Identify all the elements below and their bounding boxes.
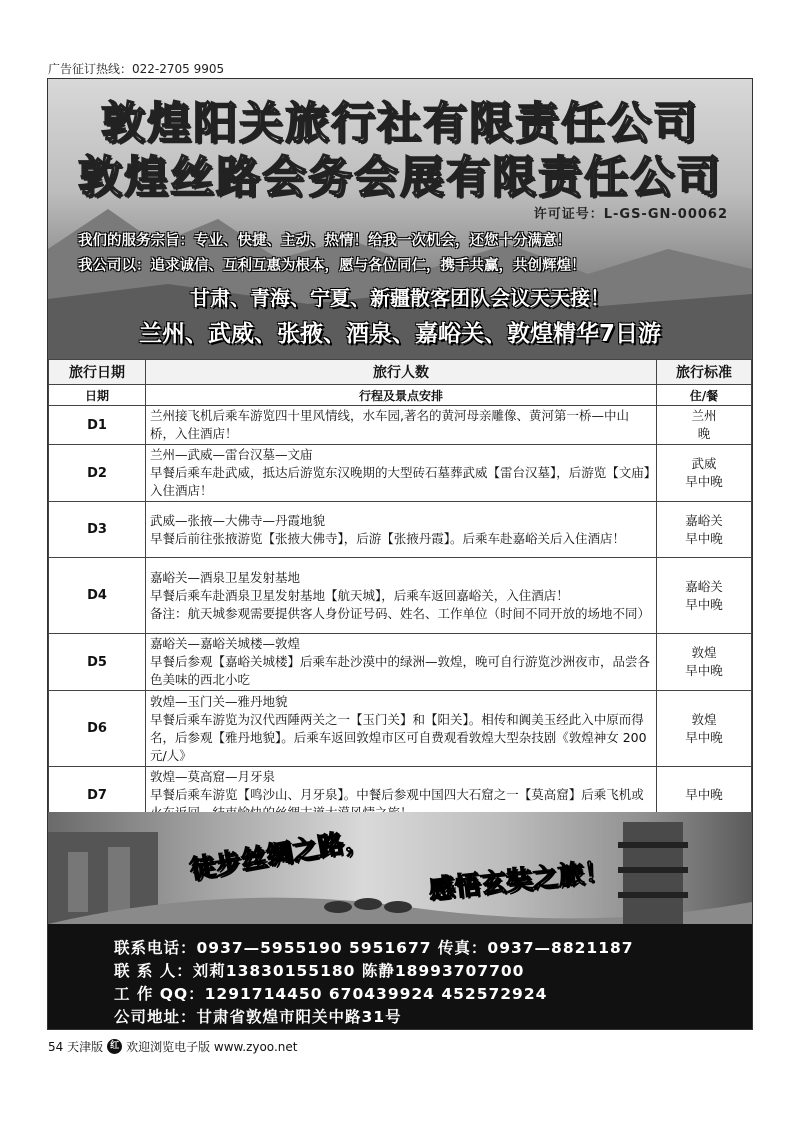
day-standard: [657, 634, 752, 691]
travel-ad: [47, 78, 753, 1030]
day-label: D7: [49, 767, 146, 824]
header-standard: 旅行标准: [657, 360, 752, 385]
table-row: [49, 634, 752, 691]
meals: 晚: [697, 426, 711, 441]
table-header: [49, 360, 752, 385]
day-desc: 敦煌—莫高窟—月牙泉 早餐后乘车游览【鸣沙山、月牙泉】。中餐后参观中国四大石窟之一【莫高窟】后乘飞机或: [146, 767, 657, 824]
meals: 早中晚: [685, 530, 723, 546]
license-number: 许可证号：L-GS-GN-00062: [533, 207, 728, 222]
table-row: [49, 502, 752, 558]
day-standard: [657, 445, 752, 502]
meals: 早中晚: [685, 474, 723, 489]
lodging: 敦煌: [691, 711, 717, 727]
day-desc: 武威—张掖—大佛寺—丹霞地貌 早餐后前往张掖游览【张掖大佛寺】，后游【张掖丹霞】。后乘车赴嘉峪关后入住酒店！: [146, 502, 657, 558]
service-slogan: 我们的服务宗旨：专业、快捷、主动、热情！给我一次机会，还您十分满意！: [78, 233, 571, 249]
day-standard: [657, 558, 752, 634]
hong-logo-icon: 红: [107, 1039, 122, 1054]
footer-url: 欢迎浏览电子版 www.zyoo.net: [126, 1040, 298, 1054]
day-label: D2: [49, 445, 146, 502]
subheader-lodging-meals: 住/餐: [657, 385, 752, 406]
silk-road-banner: [48, 812, 752, 924]
regions-headline: 甘肃、青海、宁夏、新疆散客团队会议天天接！: [190, 286, 610, 310]
subheader-itinerary: 行程及景点安排: [146, 385, 657, 406]
day-standard: [657, 691, 752, 767]
day-standard: [657, 406, 752, 445]
ad-hotline: 广告征订热线：022-2705 9905: [48, 62, 225, 76]
meals: 早中晚: [685, 596, 723, 612]
meals: 早中晚: [685, 729, 723, 745]
day-desc: 嘉峪关—嘉峪关城楼—敦煌 早餐后参观【嘉峪关城楼】后乘车赴沙漠中的绿洲—敦煌，晚可自行游览沙洲夜市，品尝各色美味的西北小吃: [146, 634, 657, 691]
day-desc: 嘉峪关—酒泉卫星发射基地 早餐后乘车赴酒泉卫星发射基地【航天城】，后乘车返回嘉峪关，入住酒店！ 备注：航天城参观需要提供客人身份证号码、姓名、工作单位（时间不同开放的场地不同）: [146, 558, 657, 634]
page-footer: [48, 1038, 297, 1055]
lodging: 嘉峪关: [685, 578, 723, 594]
contact-address: 公司地址：甘肃省敦煌市阳关中路31号: [114, 1008, 402, 1026]
lodging: 敦煌: [691, 645, 717, 660]
itinerary-table: [48, 359, 752, 824]
meals: 早中晚: [685, 663, 723, 678]
day-label: D5: [49, 634, 146, 691]
table-row: [49, 691, 752, 767]
tour-headline: 兰州、武威、张掖、酒泉、嘉峪关、敦煌精华7日游: [138, 321, 661, 347]
lodging: 兰州: [691, 408, 717, 423]
contact-box: [48, 924, 752, 1030]
banner-walk-text: 徒步丝绸之路，: [187, 824, 372, 886]
lodging: 武威: [691, 456, 717, 471]
header-date: 旅行日期: [49, 360, 146, 385]
hero-banner: [48, 79, 752, 359]
contact-qq: 工 作 QQ：1291714450 670439924 452572924: [114, 985, 548, 1003]
table-subheader: [49, 385, 752, 406]
company-title-1: 敦煌阳关旅行社有限责任公司: [101, 98, 699, 149]
day-label: D4: [49, 558, 146, 634]
banner-feel-text: 感悟玄奘之旅！: [427, 856, 612, 906]
day-standard: [657, 502, 752, 558]
meals: 早中晚: [685, 787, 723, 802]
day-label: D1: [49, 406, 146, 445]
subheader-day: 日期: [49, 385, 146, 406]
lodging: 嘉峪关: [685, 512, 723, 528]
contact-person: 联 系 人：刘莉13830155180 陈静18993707700: [114, 962, 525, 980]
header-people: 旅行人数: [146, 360, 657, 385]
company-title-2: 敦煌丝路会务会展有限责任公司: [78, 152, 722, 203]
table-row: [49, 558, 752, 634]
day-desc: 兰州—武威—雷台汉墓—文庙 早餐后乘车赴武威，抵达后游览东汉晚期的大型砖石墓葬武威【雷台汉墓】，后游览【文庙】入住酒店！: [146, 445, 657, 502]
day-label: D6: [49, 691, 146, 767]
page-number: 54 天津版: [48, 1040, 104, 1054]
day-label: D3: [49, 502, 146, 558]
contact-phone: 联系电话：0937—5955190 5951677 传真：0937—8821187: [114, 939, 634, 957]
day-desc: 兰州接飞机后乘车游览四十里风情线，水车园,著名的黄河母亲雕像、黄河第一桥—中山桥，入住酒店！: [146, 406, 657, 445]
day-desc: 敦煌—玉门关—雅丹地貌 早餐后乘车游览为汉代西陲两关之一【玉门关】和【阳关】。相传和阗美玉经此入中原而得名，后参观【雅丹地貌】。后乘车返回敦煌市区可自费观看敦煌大型杂技剧《敦煌神女 200 元/人》: [146, 691, 657, 767]
table-row: [49, 406, 752, 445]
table-row: [49, 445, 752, 502]
company-slogan: 我公司以：追求诚信、互利互惠为根本，愿与各位同仁，携手共赢，共创辉煌！: [78, 258, 586, 274]
desert-scene: [48, 812, 752, 924]
